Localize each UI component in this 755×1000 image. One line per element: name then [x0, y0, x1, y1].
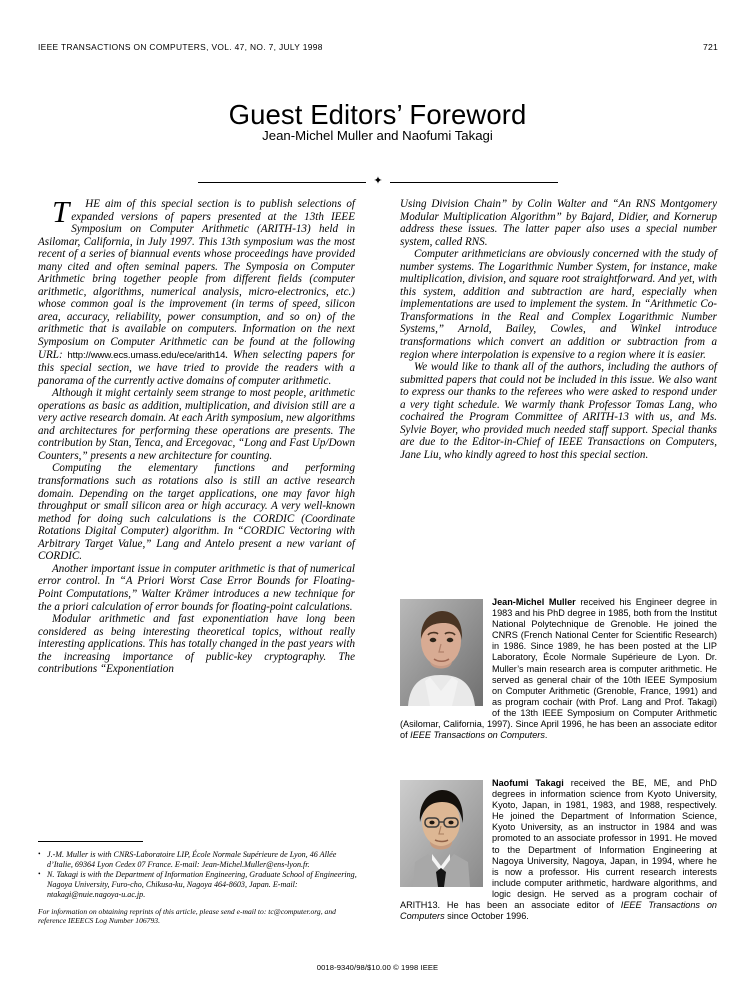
- reprint-notice: For information on obtaining reprints of this article, please send e-mail to: tc@computer.org, and reference IEEECS Log Number 106793.: [38, 907, 336, 926]
- bio-journal-italic: IEEE Transactions on Computers: [410, 730, 545, 741]
- footnote-item: • N. Takagi is with the Department of Information Engineering, Graduate School of Engineering, Nagoya University, Furo-cho, Chikusa-ku, Nagoya 464-8603, Japan. E-mail: ntakagi@nuie.nagoya-u.ac.jp.: [38, 870, 358, 900]
- bio-mid-takagi: 13. He has been an associate editor of: [427, 900, 621, 911]
- drop-cap: T: [52, 194, 70, 229]
- footnote-block: [38, 850, 358, 925]
- paragraph-8: [400, 361, 717, 461]
- bio-name-takagi: Naofumi Takagi: [492, 778, 564, 788]
- paragraph-opening: [38, 194, 355, 387]
- para1-smallcaps-arith: RITH: [267, 223, 293, 236]
- bio-body-muller: received his Engineer degree in 1983 and his PhD degree in 1985, both from the Institut National Polytechnique de Grenoble. He joined the CNRS (French National Center for Scientific Research) in 1986. Since 1989, he has been posted at the LIP Laboratory, École Normale Supérieure de Lyon. Dr. Muller’s main research area is computer arithmetic. He served as general chair of the 10th IEEE Symposium on Computer Arithmetic (Grenoble, France, 1991) and as program cochair (with Prof. Lang and Prof. Takagi) of the 13th IEEE Symposium on Computer Arithmetic (Asilomar, California, 1997). Since April 1996, he has been an associate editor of: [400, 597, 718, 741]
- paragraph-6: Using Division Chain” by Colin Walter and “An RNS Montgomery Modular Multiplication Algorithm” by Bajard, Didier, and Kornerup address these issues. The latter paper also uses a special number system, called RNS.: [400, 198, 717, 248]
- bio-smallcaps-arith: RITH: [406, 900, 428, 911]
- divider-line-left: [198, 182, 366, 183]
- portrait-photo-takagi: [400, 780, 483, 887]
- paragraph-7: Computer arithmeticians are obviously concerned with the study of number systems. The Logarithmic Number System, for instance, make multiplication, division, and square root straightforward. And yet, with this system, addition and subtraction are hard, especially when implementations are used to implement the system. In “Arithmetic Co-Transformations in the Real and Complex Logarithmic Number Systems,” Arnold, Bailey, Cowles, and Winkel introduce transformations which convert an addition or subtraction from a region where interpolation is expensive to a region where it is easier.: [400, 248, 717, 361]
- portrait-image-takagi: [400, 780, 483, 887]
- paragraph-2: Although it might certainly seem strange to most people, arithmetic operations as basic as addition, multiplication, and division still are a very active research domain. At each Arith symposium, new algorithms and architectures for performing these operations are presents. The contribution by Stan, Tenca, and Ercegovac, “Long and Fast Up/Down Counters,” presents a new architecture for counting.: [38, 387, 355, 462]
- para1-part2: -13) held in Asilomar, California, in July 1997. This 13th symposium was the most recent of a series of biannual events whose proceedings have provided many cited and often seminal papers. The Symposia on Computer Arithmetic bring together people from different fields (computer arithmetic, algorithms, numerical analysis, micro-electronics, etc.) whose common goal is the improvement (in terms of speed, silicon area, accuracy, reliability, power consumption, and so on) of the arithmetic that is available on computers. Information on the next Symposium on Computer Arithmetic can be found at the following URL:: [38, 223, 355, 361]
- bio-tail-muller: .: [544, 730, 548, 741]
- portrait-image-muller: [400, 599, 483, 706]
- para8-part2: -13 with us, and Ms. Sylvie Boyer, who provided much needed staff support. Special thanks are due to the Editor-in-Chief of IEEE Transactions on Computers, Jane Liu, who kindly agreed to host this special section.: [400, 411, 717, 461]
- para8-part1: We would like to thank all of the authors, including the authors of submitted papers that could not be included in this issue. We also want to express our thanks to the referees who were asked to respond under a very tight schedule. We warmly thank Professor Tomas Lang, who cochaired the Program Committee of A: [400, 361, 717, 424]
- para8-smallcaps-arith: RITH: [589, 411, 615, 424]
- biography-takagi: [400, 778, 717, 922]
- bio-name-muller: Jean-Michel Muller: [492, 597, 576, 607]
- paragraph-4: Another important issue in computer arithmetic is that of numerical error control. In “A Priori Worst Case Error Bounds for Floating-Point Computations,” Walter Krämer introduces a new technique for the a priori calculation of error bounds for floating-point calculations.: [38, 562, 355, 613]
- paragraph-5: Modular arithmetic and fast exponentiation have long been considered as being interesting theoretical topics, without really interesting applications. This has totally changed in the past years with the increasing importance of public-key cryptography. The contributions “Exponentiation: [38, 613, 355, 676]
- portrait-photo-muller: [400, 599, 483, 706]
- footnote-list: [38, 850, 358, 900]
- para1-part1: HE aim of this special section is to publish selections of expanded versions of papers presented at the 13th IEEE Symposium on Computer Arithmetic (A: [71, 198, 355, 236]
- bio-body-takagi: received the BE, ME, and PhD degrees in information science from Kyoto University, Kyoto, Japan, in 1981, 1983, and 1988, respectively. He joined the Department of Information Science, Kyoto University, as an instructor in 1984 and was promoted to an associate professor in 1991. He moved to the Department of Information Engineering at Nagoya University, Nagoya, Japan, in 1994, where he is now a professor. His current research interests include computer arithmetic, hardware algorithms, and logic design. He served as a program cochair of A: [400, 778, 718, 911]
- biography-muller: [400, 597, 717, 741]
- arith14-url[interactable]: http://www.ecs.umass.edu/ece/arith14: [67, 349, 226, 361]
- page-number: 721: [703, 42, 718, 52]
- bio-tail-takagi: since October 1996.: [444, 911, 529, 922]
- copyright-footer: 0018-9340/98/$10.00 © 1998 IEEE: [316, 963, 439, 972]
- divider-line-right: [390, 182, 558, 183]
- author-list: Jean-Michel Muller and Naofumi Takagi: [262, 128, 493, 143]
- body-column-left: [38, 194, 355, 676]
- paragraph-3: Computing the elementary functions and performing transformations such as rotations also is still an active research domain. Depending on the target applications, one may favor high throughput or small silicon area or high accuracy. A very well-known method for doing such calculations is the CORDIC (Coordinate Rotations Digital Computer) algorithm. In “CORDIC Vectoring with Arbitrary Target Value,” Lang and Antelo present a new variant of CORDIC.: [38, 462, 355, 563]
- ornament-divider: [198, 176, 558, 188]
- diamond-icon: ✦: [373, 174, 383, 187]
- journal-citation: IEEE TRANSACTIONS ON COMPUTERS, VOL. 47, NO. 7, JULY 1998: [38, 42, 323, 52]
- para1-part3: . When selecting papers for this special section, we have tried to provide the readers with a panorama of the currently active domains of computer arithmetic.: [38, 348, 355, 387]
- footnote-divider: [38, 841, 143, 842]
- body-column-right: [400, 198, 717, 461]
- running-head: [38, 42, 718, 52]
- bio-journal-italic: IEEE Transactions on Computers: [400, 900, 718, 922]
- page-title: Guest Editors’ Foreword: [228, 99, 527, 131]
- footnote-item: • J.-M. Muller is with CNRS-Laboratoire LIP, École Normale Supérieure de Lyon, 46 Allée d’Italie, 69364 Lyon Cedex 07 France. E-mail: Jean-Michel.Muller@ens-lyon.fr.: [38, 850, 358, 870]
